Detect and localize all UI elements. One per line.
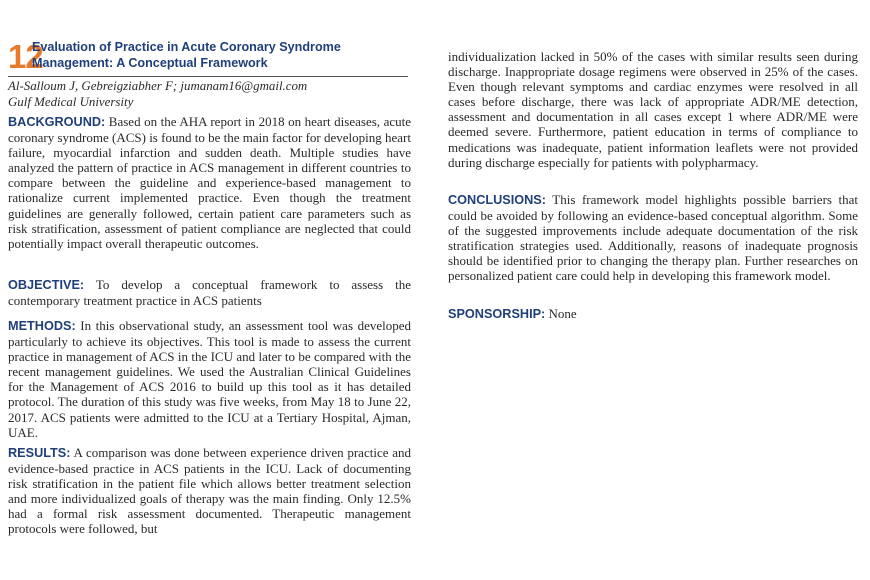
section-methods xyxy=(8,318,411,440)
section-conclusions xyxy=(448,192,858,284)
abstract-header xyxy=(8,38,411,78)
section-results xyxy=(8,445,411,537)
results-continuation: individualization lacked in 50% of the cases with similar results seen during discharge. Inappropriate dosage regimens were observed in 25% of the cases. Even though relevant symptoms and cardiac enzymes were resolved in all cases before discharge, there was lack of appropriate ADR/ME detection, assessment and documentation in all cases except 1 where ADR/ME were deemed severe. Furthermore, patient education in terms of compliance to medications was inadequate, patient information leaflets were not provided during discharge especially for patients with polypharmacy. xyxy=(448,49,858,170)
section-background xyxy=(8,114,411,251)
methods-label: METHODS: xyxy=(8,319,76,333)
results-text: A comparison was done between experience driven practice and evidence-based practice in ACS patients in the ICU. Lack of documenting risk stratification in the patient file which allows better treatment selection and more individualized goals of therapy was the main finding. Only 12.5% had a formal risk assessment documented. Therapeutic management protocols were followed, but xyxy=(8,445,411,537)
affiliation: Gulf Medical University xyxy=(8,95,134,109)
section-objective xyxy=(8,277,411,308)
conclusions-text: This framework model highlights possible barriers that could be avoided by following an evidence-based conceptual algorithm. Some of the suggested improvements include adequate documentation of the risk stratification strategies used. Additionally, reasons of inadequate prognosis should be identified prior to changing the therapy plan. Further researches on personalized patient care could help in developing this framework model. xyxy=(448,192,858,284)
abstract-number: 12 xyxy=(8,38,43,75)
sponsorship-text: None xyxy=(545,306,577,321)
conclusions-label: CONCLUSIONS: xyxy=(448,193,546,207)
methods-text: In this observational study, an assessment tool was developed particularly to achieve its objectives. This tool is made to assess the current practice in management of ACS in the ICU and later to be compared with the recent management guidelines. We used the Australian Clinical Guidelines for the Management of ACS 2016 to build up this tool as it has detailed protocol. The duration of this study was five weeks, from May 18 to June 22, 2017. ACS patients were admitted to the ICU at a Tertiary Hospital, Ajman, UAE. xyxy=(8,318,411,440)
background-label: BACKGROUND: xyxy=(8,115,106,129)
author-block xyxy=(8,78,411,110)
results-label: RESULTS: xyxy=(8,446,71,460)
abstract-title: Evaluation of Practice in Acute Coronary Syndrome Management: A Conceptual Framework xyxy=(32,40,341,70)
authors: Al-Salloum J, Gebreigziabher F; jumanam16@gmail.com xyxy=(8,79,308,93)
sponsorship-label: SPONSORSHIP: xyxy=(448,307,546,321)
section-results-continued xyxy=(448,49,858,170)
objective-text: To develop a conceptual framework to assess the contemporary treatment practice in ACS patients xyxy=(8,277,411,309)
background-text: Based on the AHA report in 2018 on heart diseases, acute coronary syndrome (ACS) is found to be the main factor for developing heart failure, myocardial infarction and sudden death. Multiple studies have analyzed the pattern of practice in ACS management in different countries to compare between the guideline and experience-based management to rationalize current implemented practice. Even though the treatment guidelines are generally followed, certain patient care parameters such as risk stratification, assessment of patient compliance are neglected that could potentially impact overall therapeutic outcomes. xyxy=(8,114,411,251)
objective-label: OBJECTIVE: xyxy=(8,278,85,292)
title-rule xyxy=(8,76,408,77)
section-sponsorship xyxy=(448,306,858,322)
